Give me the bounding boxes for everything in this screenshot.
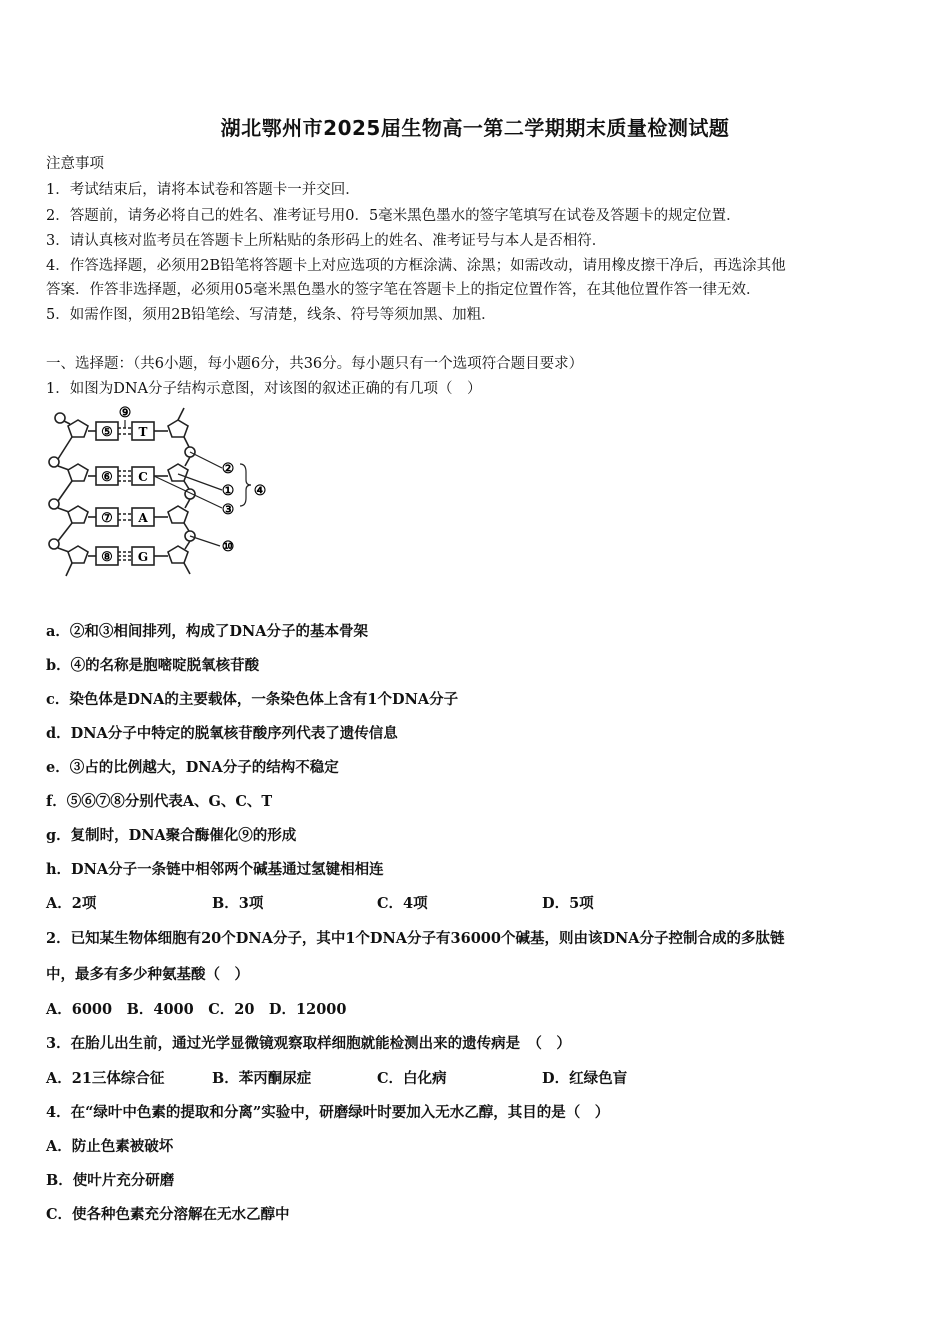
question-2-stem: 2．已知某生物体细胞有20个DNA分子，其中1个DNA分子有36000个碱基，则由该DNA分子控制合成的多肽链 [46,930,785,947]
circled-label: ⑤ [101,425,113,440]
notice-item: 3．请认真核对监考员在答题卡上所粘贴的条形码上的姓名、准考证号与本人是否相符． [46,233,607,249]
option-a[interactable]: A．防止色素被破坏 [46,1138,174,1155]
callout-label: ② [221,461,235,477]
option-d[interactable]: D．5项 [542,895,594,912]
base-label: A [138,511,148,525]
option-c[interactable]: C．使各种色素充分溶解在无水乙醇中 [46,1206,290,1223]
question-2-options[interactable]: A．6000 B．4000 C．20 D．12000 [46,1001,347,1018]
option-b[interactable]: B．使叶片充分研磨 [46,1172,175,1189]
notice-heading: 注意事项 [46,156,104,172]
circled-label: ⑧ [101,550,113,565]
notice-item: 答案．作答非选择题，必须用05毫米黑色墨水的签字笔在答题卡上的指定位置作答，在其他位置作答一律无效． [46,282,761,298]
option-b[interactable]: B．3项 [212,895,264,912]
callout-label: ① [221,483,235,499]
option-a[interactable]: A．2项 [46,895,97,912]
statement-f: f．⑤⑥⑦⑧分别代表A、G、C、T [46,793,273,810]
notice-item: 2．答题前，请务必将自己的姓名、准考证号用0．5毫米黑色墨水的签字笔填写在试卷及答题卡的规定位置． [46,208,741,224]
notice-item: 1．考试结束后，请将本试卷和答题卡一并交回． [46,182,360,198]
question-1-stem: 1．如图为DNA分子结构示意图，对该图的叙述正确的有几项（ ） [46,381,482,397]
circled-label: ⑦ [101,511,113,526]
option-a[interactable]: A．21三体综合征 [46,1070,165,1087]
circled-label: ⑥ [101,470,113,485]
callout-label: ③ [221,502,235,518]
callout-label: ④ [253,483,267,499]
statement-e: e．③占的比例越大，DNA分子的结构不稳定 [46,759,339,776]
option-c[interactable]: C．4项 [377,895,428,912]
base-label: G [137,550,149,564]
callout-label: ⑨ [118,405,132,421]
option-b[interactable]: B．苯丙酮尿症 [212,1070,312,1087]
base-label: T [138,425,148,439]
dna-structure-diagram [44,404,284,584]
page-title: 湖北鄂州市2025届生物高一第二学期期末质量检测试题 [220,116,730,140]
statement-d: d．DNA分子中特定的脱氧核苷酸序列代表了遗传信息 [46,725,398,742]
question-4-stem: 4．在“绿叶中色素的提取和分离”实验中，研磨绿叶时要加入无水乙醇，其目的是（ ） [46,1104,610,1121]
callout-label: ⑩ [221,539,235,555]
statement-h: h．DNA分子一条链中相邻两个碱基通过氢键相相连 [46,861,384,878]
statement-c: c．染色体是DNA的主要载体，一条染色体上含有1个DNA分子 [46,691,459,708]
section-heading: 一、选择题：（共6小题，每小题6分，共36分。每小题只有一个选项符合题目要求） [46,356,584,372]
option-c[interactable]: C．白化病 [377,1070,447,1087]
notice-item: 5．如需作图，须用2B铅笔绘、写清楚，线条、符号等须加黑、加粗． [46,307,496,323]
statement-g: g．复制时，DNA聚合酶催化⑨的形成 [46,827,297,844]
statement-a: a．②和③相间排列，构成了DNA分子的基本骨架 [46,623,368,640]
question-2-stem-cont: 中，最多有多少种氨基酸（ ） [46,966,249,983]
question-3-stem: 3．在胎儿出生前，通过光学显微镜观察取样细胞就能检测出来的遗传病是 （ ） [46,1035,571,1052]
option-d[interactable]: D．红绿色盲 [542,1070,628,1087]
statement-b: b．④的名称是胞嘧啶脱氧核苷酸 [46,657,260,674]
notice-item: 4．作答选择题，必须用2B铅笔将答题卡上对应选项的方框涂满、涂黑；如需改动，请用橡皮擦干净后，再选涂其他 [46,258,786,274]
base-label: C [138,470,148,484]
